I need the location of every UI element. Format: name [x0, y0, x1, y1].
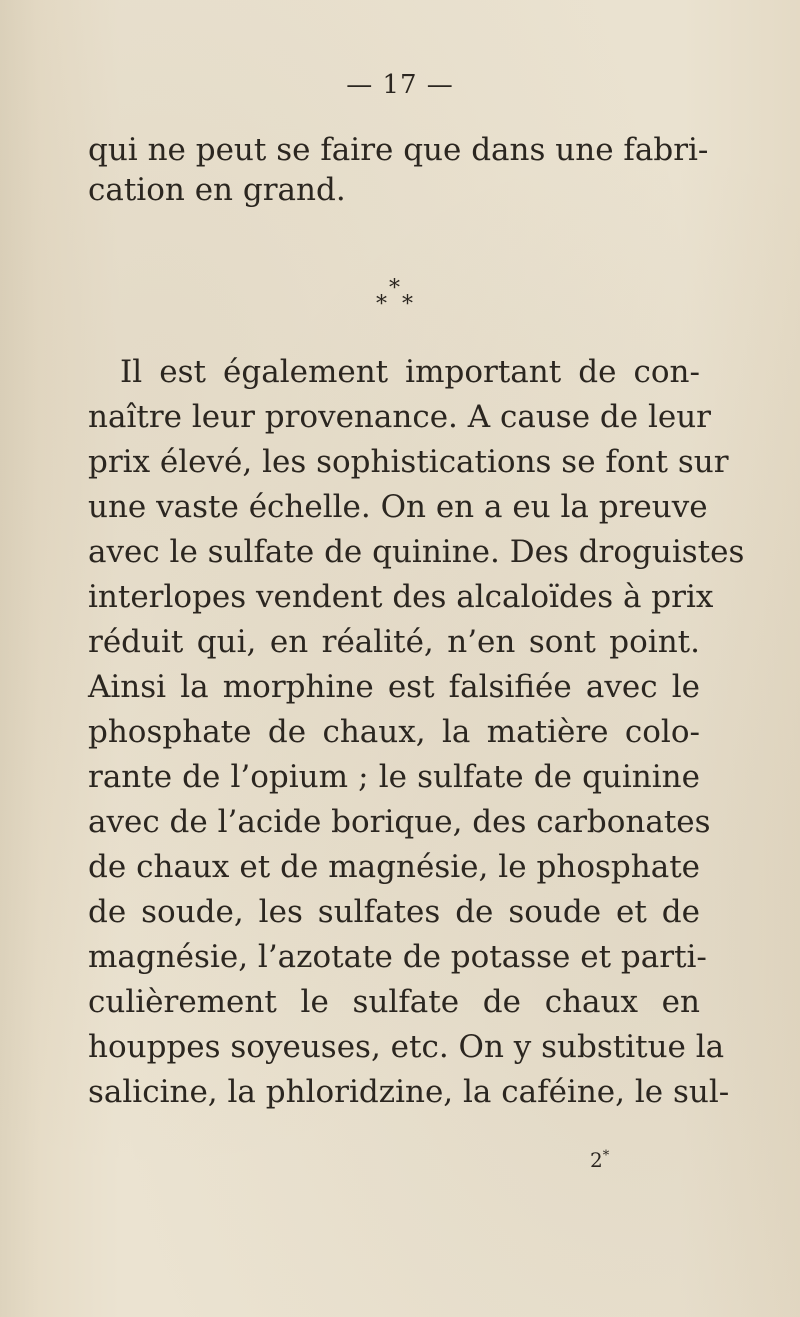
text-line: magnésie, l’azotate de potasse et parti-	[88, 939, 707, 975]
text-line: qui ne peut se faire que dans une fabri-	[88, 132, 709, 168]
text-line: interlopes vendent des alcaloïdes à prix	[88, 579, 714, 615]
paragraph-first-line: Il est également important de con-	[120, 354, 700, 390]
signature-mark	[590, 1148, 609, 1172]
signature-asterisk: *	[602, 1148, 610, 1164]
text-line: Ainsi la morphine est falsifiée avec le	[88, 669, 700, 705]
text-line: de chaux et de magnésie, le phosphate	[88, 849, 700, 885]
text-line: phosphate de chaux, la matière colo-	[88, 714, 700, 750]
text-line: prix élevé, les sophistications se font sur	[88, 444, 729, 480]
page-number: — 17 —	[346, 70, 454, 100]
text-line: naître leur provenance. A cause de leur	[88, 399, 711, 435]
text-line: culièrement le sulfate de chaux en	[88, 984, 700, 1020]
text-line: réduit qui, en réalité, n’en sont point.	[88, 624, 700, 660]
text-line: cation en grand.	[88, 172, 346, 208]
text-line: salicine, la phloridzine, la caféine, le sul-	[88, 1074, 730, 1110]
asterisk-icon: *	[376, 292, 387, 317]
text-line: avec de l’acide borique, des carbonates	[88, 804, 711, 840]
section-separator-asterism	[370, 276, 430, 320]
asterisk-icon: *	[402, 292, 413, 317]
text-line: une vaste échelle. On en a eu la preuve	[88, 489, 708, 525]
signature-number: 2	[590, 1148, 603, 1172]
text-line: houppes soyeuses, etc. On y substitue la	[88, 1029, 725, 1065]
text-line: rante de l’opium ; le sulfate de quinine	[88, 759, 700, 795]
text-line: avec le sulfate de quinine. Des droguistes	[88, 534, 745, 570]
text-line: de soude, les sulfates de soude et de	[88, 894, 700, 930]
asterisk-icon: *	[389, 276, 400, 301]
